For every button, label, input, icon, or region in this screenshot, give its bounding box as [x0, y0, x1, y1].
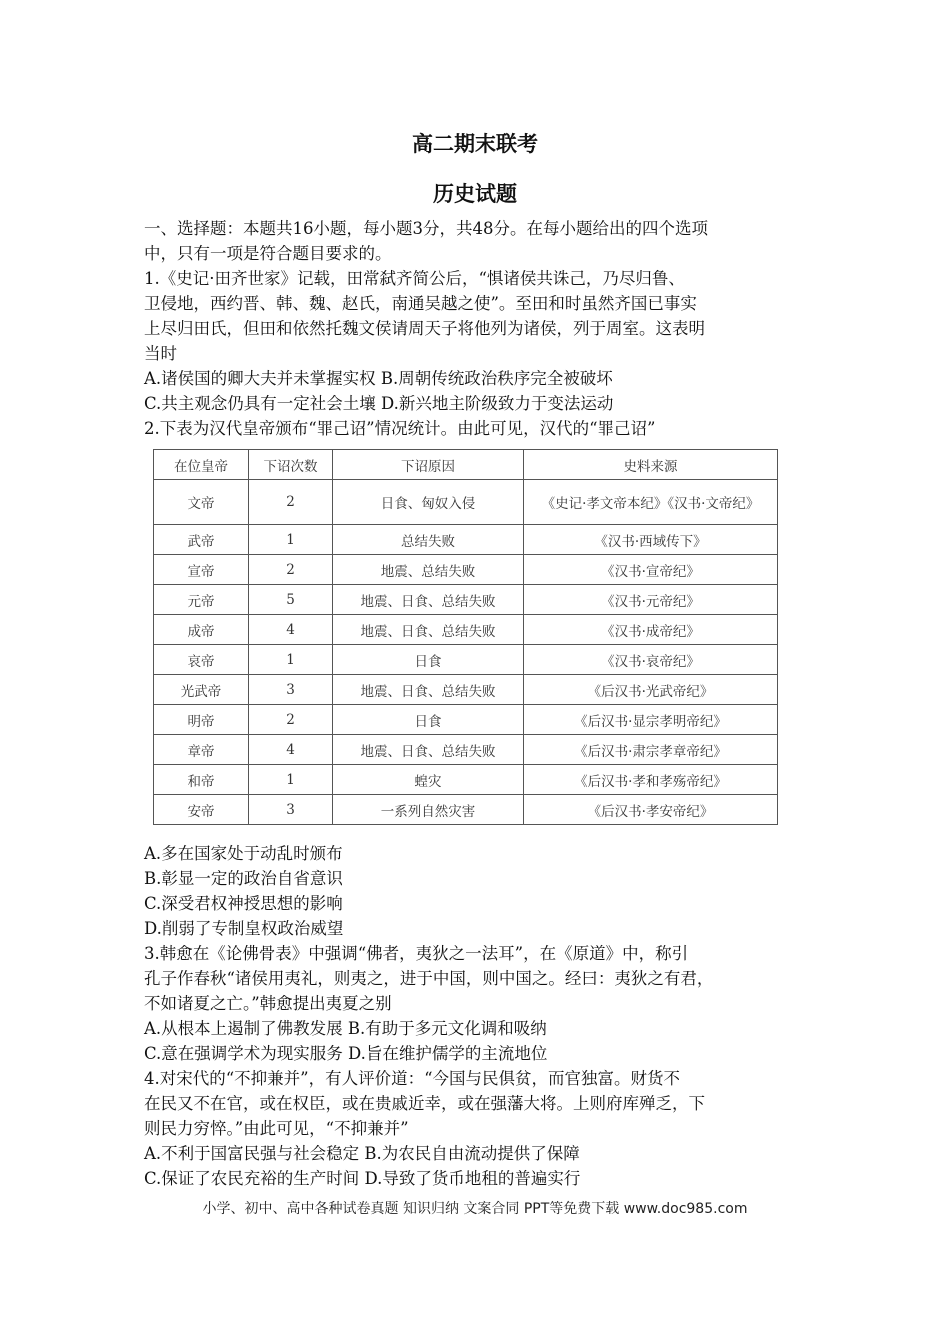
q3-option-line: A.从根本上遏制了佛教发展 B.有助于多元文化调和吸纳 — [144, 1019, 547, 1038]
table-cell: 武帝 — [154, 525, 249, 555]
table-cell: 总结失败 — [333, 525, 524, 555]
table-cell: 1 — [249, 525, 333, 555]
table-cell: 《后汉书·孝安帝纪》 — [524, 795, 778, 825]
table-cell: 2 — [249, 705, 333, 735]
q3-stem-line: 3.韩愈在《论佛骨表》中强调“佛者，夷狄之一法耳”，在《原道》中，称引 — [144, 944, 689, 963]
table-cell: 4 — [249, 615, 333, 645]
q1-stem-line: 上尽归田氏，但田和依然托魏文侯请周天子将他列为诸侯，列于周室。这表明 — [144, 319, 705, 338]
table-cell: 宣帝 — [154, 555, 249, 585]
table-cell: 3 — [249, 795, 333, 825]
table-cell: 《汉书·成帝纪》 — [524, 615, 778, 645]
table-header-cell: 下诏次数 — [249, 450, 333, 480]
table-cell: 1 — [249, 645, 333, 675]
table-header-row — [154, 450, 778, 480]
table-cell: 《后汉书·孝和孝殇帝纪》 — [524, 765, 778, 795]
table-cell: 2 — [249, 555, 333, 585]
q1-stem-line: 当时 — [144, 344, 177, 363]
edict-statistics-table — [153, 449, 778, 825]
exam-title: 高二期末联考 — [412, 132, 538, 156]
q4-option-line: C.保证了农民充裕的生产时间 D.导致了货币地租的普遍实行 — [144, 1169, 581, 1188]
q1-option-line: A.诸侯国的卿大夫并未掌握实权 B.周朝传统政治秩序完全被破坏 — [144, 369, 613, 388]
table-cell: 5 — [249, 585, 333, 615]
table-cell: 4 — [249, 735, 333, 765]
table-cell: 哀帝 — [154, 645, 249, 675]
table-cell: 3 — [249, 675, 333, 705]
q3-stem-line: 不如诸夏之亡。”韩愈提出夷夏之别 — [144, 994, 392, 1013]
table-cell: 地震、日食、总结失败 — [333, 585, 524, 615]
table-row — [154, 765, 778, 795]
section-intro-line: 一、选择题：本题共16小题，每小题3分，共48分。在每小题给出的四个选项 — [144, 219, 708, 238]
q4-stem-line: 则民力穷悴。”由此可见，“不抑兼并” — [144, 1119, 409, 1138]
table-cell: 《后汉书·光武帝纪》 — [524, 675, 778, 705]
table-cell: 日食 — [333, 705, 524, 735]
table-cell: 日食 — [333, 645, 524, 675]
exam-subtitle: 历史试题 — [433, 182, 517, 206]
table-row — [154, 585, 778, 615]
table-cell: 地震、总结失败 — [333, 555, 524, 585]
table-cell: 元帝 — [154, 585, 249, 615]
table-cell: 《汉书·宣帝纪》 — [524, 555, 778, 585]
q2-stem: 2.下表为汉代皇帝颁布“罪己诏”情况统计。由此可见，汉代的“罪己诏” — [144, 419, 656, 438]
table-cell: 章帝 — [154, 735, 249, 765]
q4-stem-line: 4.对宋代的“不抑兼并”，有人评价道：“今国与民俱贫，而官独富。财货不 — [144, 1069, 681, 1088]
table-cell: 2 — [249, 480, 333, 525]
table-cell: 《后汉书·显宗孝明帝纪》 — [524, 705, 778, 735]
table-header-cell: 史料来源 — [524, 450, 778, 480]
table-row — [154, 555, 778, 585]
q4-stem-line: 在民又不在官，或在权臣，或在贵戚近幸，或在强藩大将。上则府库殚乏，下 — [144, 1094, 705, 1113]
table-cell: 《史记·孝文帝本纪》《汉书·文帝纪》 — [524, 480, 778, 525]
q4-option-line: A.不利于国富民强与社会稳定 B.为农民自由流动提供了保障 — [144, 1144, 580, 1163]
table-cell: 《汉书·哀帝纪》 — [524, 645, 778, 675]
table-row — [154, 480, 778, 525]
q1-option-line: C.共主观念仍具有一定社会土壤 D.新兴地主阶级致力于变法运动 — [144, 394, 614, 413]
table-row — [154, 675, 778, 705]
section-intro-line: 中，只有一项是符合题目要求的。 — [144, 244, 392, 263]
question-block-lower — [144, 841, 814, 1191]
table-cell: 光武帝 — [154, 675, 249, 705]
footer-banner: 小学、初中、高中各种试卷真题 知识归纳 文案合同 PPT等免费下载 www.doc985.com — [202, 1201, 748, 1217]
table-cell: 安帝 — [154, 795, 249, 825]
table-cell: 《汉书·元帝纪》 — [524, 585, 778, 615]
q3-option-line: C.意在强调学术为现实服务 D.旨在维护儒学的主流地位 — [144, 1044, 548, 1063]
table-cell: 地震、日食、总结失败 — [333, 675, 524, 705]
table-row — [154, 705, 778, 735]
q2-option-line: B.彰显一定的政治自省意识 — [144, 869, 343, 888]
table-cell: 《汉书·西域传下》 — [524, 525, 778, 555]
table-cell: 蝗灾 — [333, 765, 524, 795]
table-cell: 地震、日食、总结失败 — [333, 615, 524, 645]
q1-stem-line: 1.《史记·田齐世家》记载，田常弑齐简公后，“惧诸侯共诛己，乃尽归鲁、 — [144, 269, 685, 288]
q1-stem-line: 卫侵地，西约晋、韩、魏、赵氏，南通吴越之使”。至田和时虽然齐国已事实 — [144, 294, 697, 313]
q2-option-line: C.深受君权神授思想的影响 — [144, 894, 343, 913]
table-cell: 地震、日食、总结失败 — [333, 735, 524, 765]
table-header-cell: 下诏原因 — [333, 450, 524, 480]
table-cell: 成帝 — [154, 615, 249, 645]
table-cell: 1 — [249, 765, 333, 795]
table-cell: 明帝 — [154, 705, 249, 735]
question-block-upper — [144, 216, 814, 441]
table-row — [154, 525, 778, 555]
table-header-cell: 在位皇帝 — [154, 450, 249, 480]
q2-option-line: D.削弱了专制皇权政治威望 — [144, 919, 344, 938]
table-row — [154, 615, 778, 645]
table-cell: 一系列自然灾害 — [333, 795, 524, 825]
q2-option-line: A.多在国家处于动乱时颁布 — [144, 844, 343, 863]
table-cell: 和帝 — [154, 765, 249, 795]
table-row — [154, 735, 778, 765]
table-row — [154, 645, 778, 675]
table-cell: 文帝 — [154, 480, 249, 525]
q3-stem-line: 孔子作春秋“诸侯用夷礼，则夷之，进于中国，则中国之。经曰：夷狄之有君， — [144, 969, 714, 988]
table-cell: 日食、匈奴入侵 — [333, 480, 524, 525]
table-cell: 《后汉书·肃宗孝章帝纪》 — [524, 735, 778, 765]
table-row — [154, 795, 778, 825]
